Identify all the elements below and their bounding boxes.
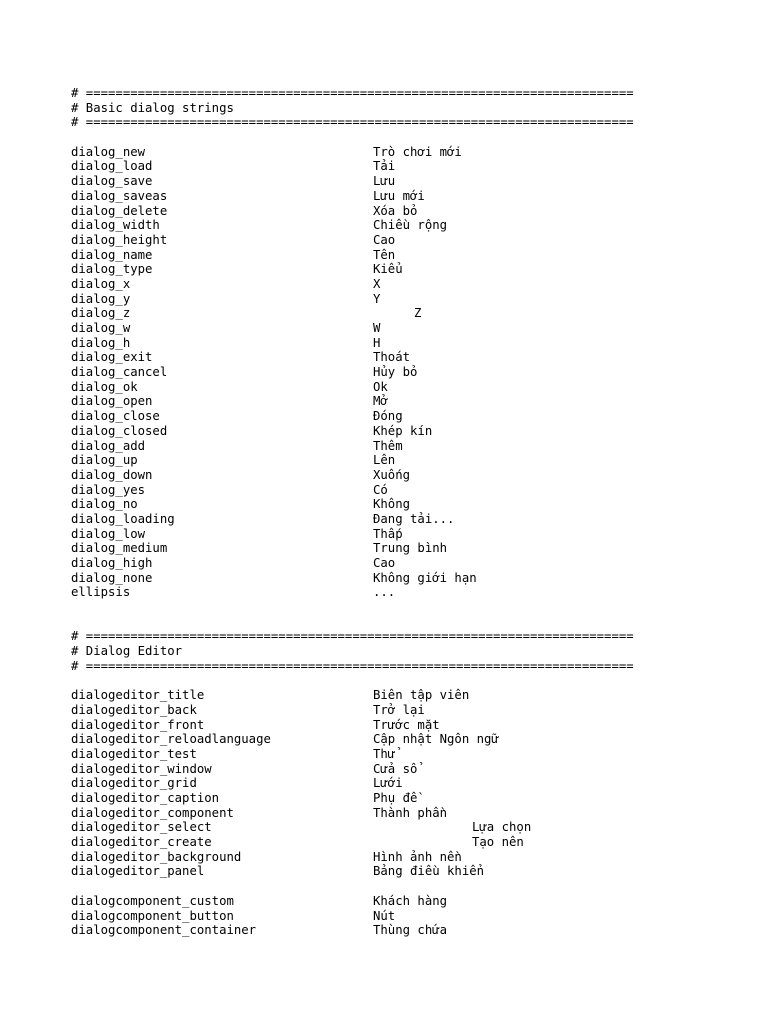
entry-row <box>71 820 691 835</box>
entry-value: W <box>373 321 381 335</box>
entry-row <box>71 277 691 292</box>
entry-row <box>71 585 691 600</box>
entry-row <box>71 850 691 865</box>
entry-key: dialog_saveas <box>71 188 168 203</box>
entry-row <box>71 145 691 160</box>
blank-lines <box>71 600 691 629</box>
entry-value: H <box>373 335 381 350</box>
entry-row <box>71 894 691 909</box>
entry-value: Trung bình <box>373 541 448 556</box>
entry-key: ellipsis <box>71 585 131 600</box>
entry-key: dialog_close <box>71 409 160 424</box>
entry-key: dialog_high <box>71 556 153 570</box>
entry-value: Kiểu <box>373 262 403 277</box>
entry-key: dialog_add <box>71 438 146 453</box>
entry-key: dialog_medium <box>71 541 168 556</box>
entry-row <box>71 409 691 424</box>
entry-row <box>71 468 691 483</box>
entry-key: dialogeditor_panel <box>71 864 205 879</box>
entry-key: dialog_new <box>71 144 146 159</box>
entry-key: dialog_type <box>71 262 153 277</box>
entry-key: dialog_up <box>71 453 138 468</box>
entry-value: Khách hàng <box>373 893 448 908</box>
section-rule-top: # ========================================================================== <box>71 629 634 644</box>
entry-row <box>71 365 691 380</box>
entry-key: dialog_exit <box>71 350 153 365</box>
entry-value: Thành phần <box>373 805 448 820</box>
entry-key: dialog_height <box>71 232 168 247</box>
entry-row <box>71 776 691 791</box>
entry-row <box>71 453 691 468</box>
entry-row <box>71 556 691 571</box>
entry-key: dialog_low <box>71 526 146 541</box>
entry-row <box>71 747 691 762</box>
entry-key: dialog_x <box>71 276 131 291</box>
entry-value: X <box>373 276 381 291</box>
entry-row <box>71 218 691 233</box>
entry-row <box>71 732 691 747</box>
entry-value: Đang tải... <box>373 511 455 526</box>
entry-value: Thêm <box>373 438 403 453</box>
entry-row <box>71 306 691 321</box>
entry-value: Tải <box>373 159 396 174</box>
entry-value: Thùng chứa <box>373 923 448 938</box>
entry-key: dialog_down <box>71 467 153 482</box>
entry-row <box>71 159 691 174</box>
entry-key: dialogeditor_test <box>71 746 197 761</box>
entry-value: Biên tập viên <box>373 688 470 703</box>
entry-row <box>71 497 691 512</box>
entry-key: dialog_yes <box>71 482 146 497</box>
entry-row <box>71 791 691 806</box>
blank-line <box>71 879 691 894</box>
entry-key: dialog_delete <box>71 203 168 218</box>
entry-key: dialog_cancel <box>71 365 168 380</box>
entry-key: dialog_open <box>71 394 153 409</box>
entry-value: Lên <box>373 453 396 468</box>
entry-row <box>71 806 691 821</box>
entry-value: Thử <box>373 746 396 761</box>
entry-value: Thoát <box>373 350 411 365</box>
entry-value: Thấp <box>373 526 403 541</box>
entry-value: Cập nhật Ngôn ngữ <box>373 732 499 747</box>
entry-row <box>71 571 691 586</box>
entry-row <box>71 292 691 307</box>
entry-row <box>71 189 691 204</box>
entry-key: dialogeditor_reloadlanguage <box>71 732 271 747</box>
entry-key: dialogeditor_component <box>71 805 234 820</box>
blank-line <box>71 674 691 689</box>
entry-value: Lưu mới <box>373 188 425 203</box>
entry-key: dialogeditor_back <box>71 702 197 717</box>
entry-row <box>71 703 691 718</box>
entry-key: dialog_loading <box>71 511 175 526</box>
entry-row <box>71 380 691 395</box>
entry-row <box>71 394 691 409</box>
entry-value: Có <box>373 482 388 497</box>
entry-row <box>71 762 691 777</box>
entry-row <box>71 204 691 219</box>
section-rule-bottom: # ========================================================================== <box>71 115 634 130</box>
entry-key: dialogeditor_select <box>71 820 212 835</box>
entry-row <box>71 864 691 879</box>
entry-value: Không <box>373 497 411 512</box>
entry-row <box>71 424 691 439</box>
entry-value: Tên <box>373 247 396 262</box>
section-rule-top: # ========================================================================== <box>71 86 634 100</box>
entry-row <box>71 512 691 527</box>
entry-key: dialog_w <box>71 321 131 335</box>
entry-row <box>71 439 691 454</box>
entry-row <box>71 688 691 703</box>
entry-key: dialogeditor_grid <box>71 776 197 791</box>
entry-key: dialog_save <box>71 174 153 189</box>
entry-key: dialogeditor_title <box>71 688 205 703</box>
entry-value: Xóa bỏ <box>373 203 418 218</box>
entry-key: dialog_ok <box>71 379 138 394</box>
entry-value: Trò chơi mới <box>373 144 462 159</box>
entry-row <box>71 909 691 924</box>
entry-value: Ok <box>373 379 388 394</box>
entry-row <box>71 262 691 277</box>
entry-key: dialog_width <box>71 218 160 233</box>
entry-row <box>71 248 691 263</box>
entry-value: Z <box>414 306 422 321</box>
entry-value: Tạo nên <box>472 835 524 850</box>
entry-row <box>71 350 691 365</box>
blank-line <box>71 130 691 145</box>
entry-key: dialog_z <box>71 306 131 321</box>
entry-key: dialogeditor_front <box>71 717 205 732</box>
entry-key: dialog_y <box>71 291 131 306</box>
entry-value: Xuống <box>373 467 411 482</box>
entry-row <box>71 835 691 850</box>
entry-value: Y <box>373 291 381 306</box>
entry-value: Nút <box>373 908 396 923</box>
entry-key: dialog_load <box>71 159 153 174</box>
document-page <box>71 86 691 938</box>
entry-key: dialog_name <box>71 247 153 262</box>
entry-value: Cao <box>373 232 396 247</box>
section-rule-bottom: # ========================================================================== <box>71 658 634 673</box>
entry-key: dialogeditor_create <box>71 835 212 850</box>
entry-key: dialogcomponent_custom <box>71 893 234 908</box>
entry-value: Trước mặt <box>373 717 440 732</box>
entry-value: Đóng <box>373 409 403 424</box>
entry-value: Chiều rộng <box>373 218 448 233</box>
entry-row <box>71 336 691 351</box>
entry-value: Lựa chọn <box>472 820 532 835</box>
entry-key: dialog_h <box>71 335 131 350</box>
entry-value: ... <box>373 585 396 600</box>
entry-value: Mở <box>373 394 388 409</box>
entry-row <box>71 233 691 248</box>
entry-row <box>71 174 691 189</box>
entry-row <box>71 923 691 938</box>
entry-value: Hình ảnh nền <box>373 849 462 864</box>
entry-value: Lưu <box>373 174 396 189</box>
entry-key: dialog_none <box>71 570 153 585</box>
entry-value: Trở lại <box>373 702 425 717</box>
entry-value: Bảng điều khiển <box>373 864 485 879</box>
entry-value: Lưới <box>373 776 403 791</box>
entry-key: dialog_closed <box>71 423 168 438</box>
entry-key: dialogeditor_caption <box>71 791 220 806</box>
entry-row <box>71 483 691 498</box>
entry-key: dialogeditor_window <box>71 761 212 776</box>
entry-value: Không giới hạn <box>373 570 477 585</box>
section-heading: # Dialog Editor <box>71 644 183 659</box>
entry-key: dialog_no <box>71 497 138 512</box>
entry-value: Hủy bỏ <box>373 365 418 380</box>
entry-row <box>71 718 691 733</box>
entry-key: dialogeditor_background <box>71 849 242 864</box>
entry-value: Cửa sổ <box>373 761 418 776</box>
entry-key: dialogcomponent_container <box>71 923 257 938</box>
entry-row <box>71 541 691 556</box>
entry-key: dialogcomponent_button <box>71 908 234 923</box>
entry-value: Khép kín <box>373 423 433 438</box>
section-heading: # Basic dialog strings <box>71 100 234 115</box>
entry-row <box>71 527 691 542</box>
entry-value: Phụ đề <box>373 791 418 806</box>
entry-value: Cao <box>373 556 396 570</box>
entry-row <box>71 321 691 336</box>
